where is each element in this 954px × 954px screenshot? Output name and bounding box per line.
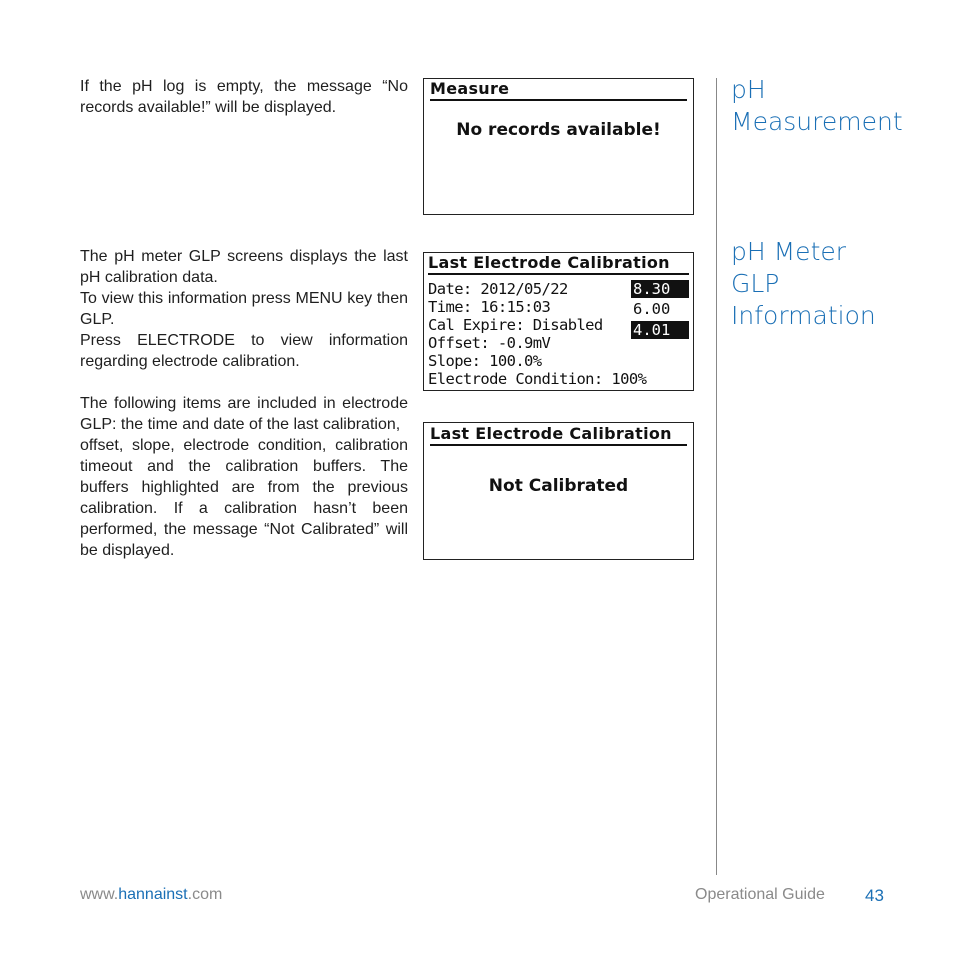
glp-offset: Offset: -0.9mV: [428, 334, 551, 352]
glp-description: [80, 246, 408, 561]
measure-screen: [423, 78, 694, 215]
section-heading-glp-information: [731, 236, 876, 332]
screen-title: Last Electrode Calibration: [428, 253, 689, 275]
glp-cal-expire: Cal Expire: Disabled: [428, 316, 603, 334]
section-heading-ph-measurement: [731, 74, 903, 138]
url-suffix: .com: [187, 886, 223, 903]
page-number: 43: [865, 886, 884, 905]
url-prefix: www.: [80, 886, 119, 903]
glp-calibration-screen: [423, 252, 694, 391]
heading-line: Measurement: [731, 107, 903, 136]
buffer-value: 4.01: [631, 321, 689, 339]
heading-line: pH: [731, 75, 766, 104]
empty-log-text: [80, 76, 408, 118]
paragraph: offset, slope, electrode condition, calibration timeout and the calibration buffers. The buffers highlighted are from the previous calibration. If a calibration hasn’t been performed, the message “Not Calibrated” will be displayed.: [80, 437, 408, 559]
glp-slope: Slope: 100.0%: [428, 352, 542, 370]
footer-guide: Operational Guide: [695, 886, 825, 903]
paragraph: To view this information press MENU key then GLP.: [80, 290, 408, 328]
heading-line: GLP: [731, 269, 780, 298]
heading-line: pH Meter: [731, 237, 847, 266]
not-calibrated-screen: [423, 422, 694, 560]
footer-url: [80, 886, 222, 904]
glp-time: Time: 16:15:03: [428, 298, 551, 316]
paragraph: The pH meter GLP screens displays the last pH calibration data.: [80, 248, 408, 286]
url-domain: hannainst: [118, 886, 188, 903]
heading-line: Information: [731, 301, 876, 330]
column-divider: [716, 78, 717, 875]
paragraph: Press ELECTRODE to view information regarding electrode calibration.: [80, 332, 408, 370]
buffer-value: 6.00: [633, 300, 671, 318]
screen-message: No records available!: [456, 120, 661, 140]
screen-message: Not Calibrated: [488, 476, 629, 496]
paragraph: If the pH log is empty, the message “No records available!” will be displayed.: [80, 78, 408, 116]
paragraph: The following items are included in electrode GLP: the time and date of the last calibration,: [80, 395, 408, 433]
buffer-value: 8.30: [631, 280, 689, 298]
screen-title: Last Electrode Calibration: [430, 424, 687, 446]
glp-date: Date: 2012/05/22: [428, 280, 568, 298]
screen-title: Measure: [430, 79, 687, 101]
glp-electrode-condition: Electrode Condition: 100%: [428, 370, 647, 388]
